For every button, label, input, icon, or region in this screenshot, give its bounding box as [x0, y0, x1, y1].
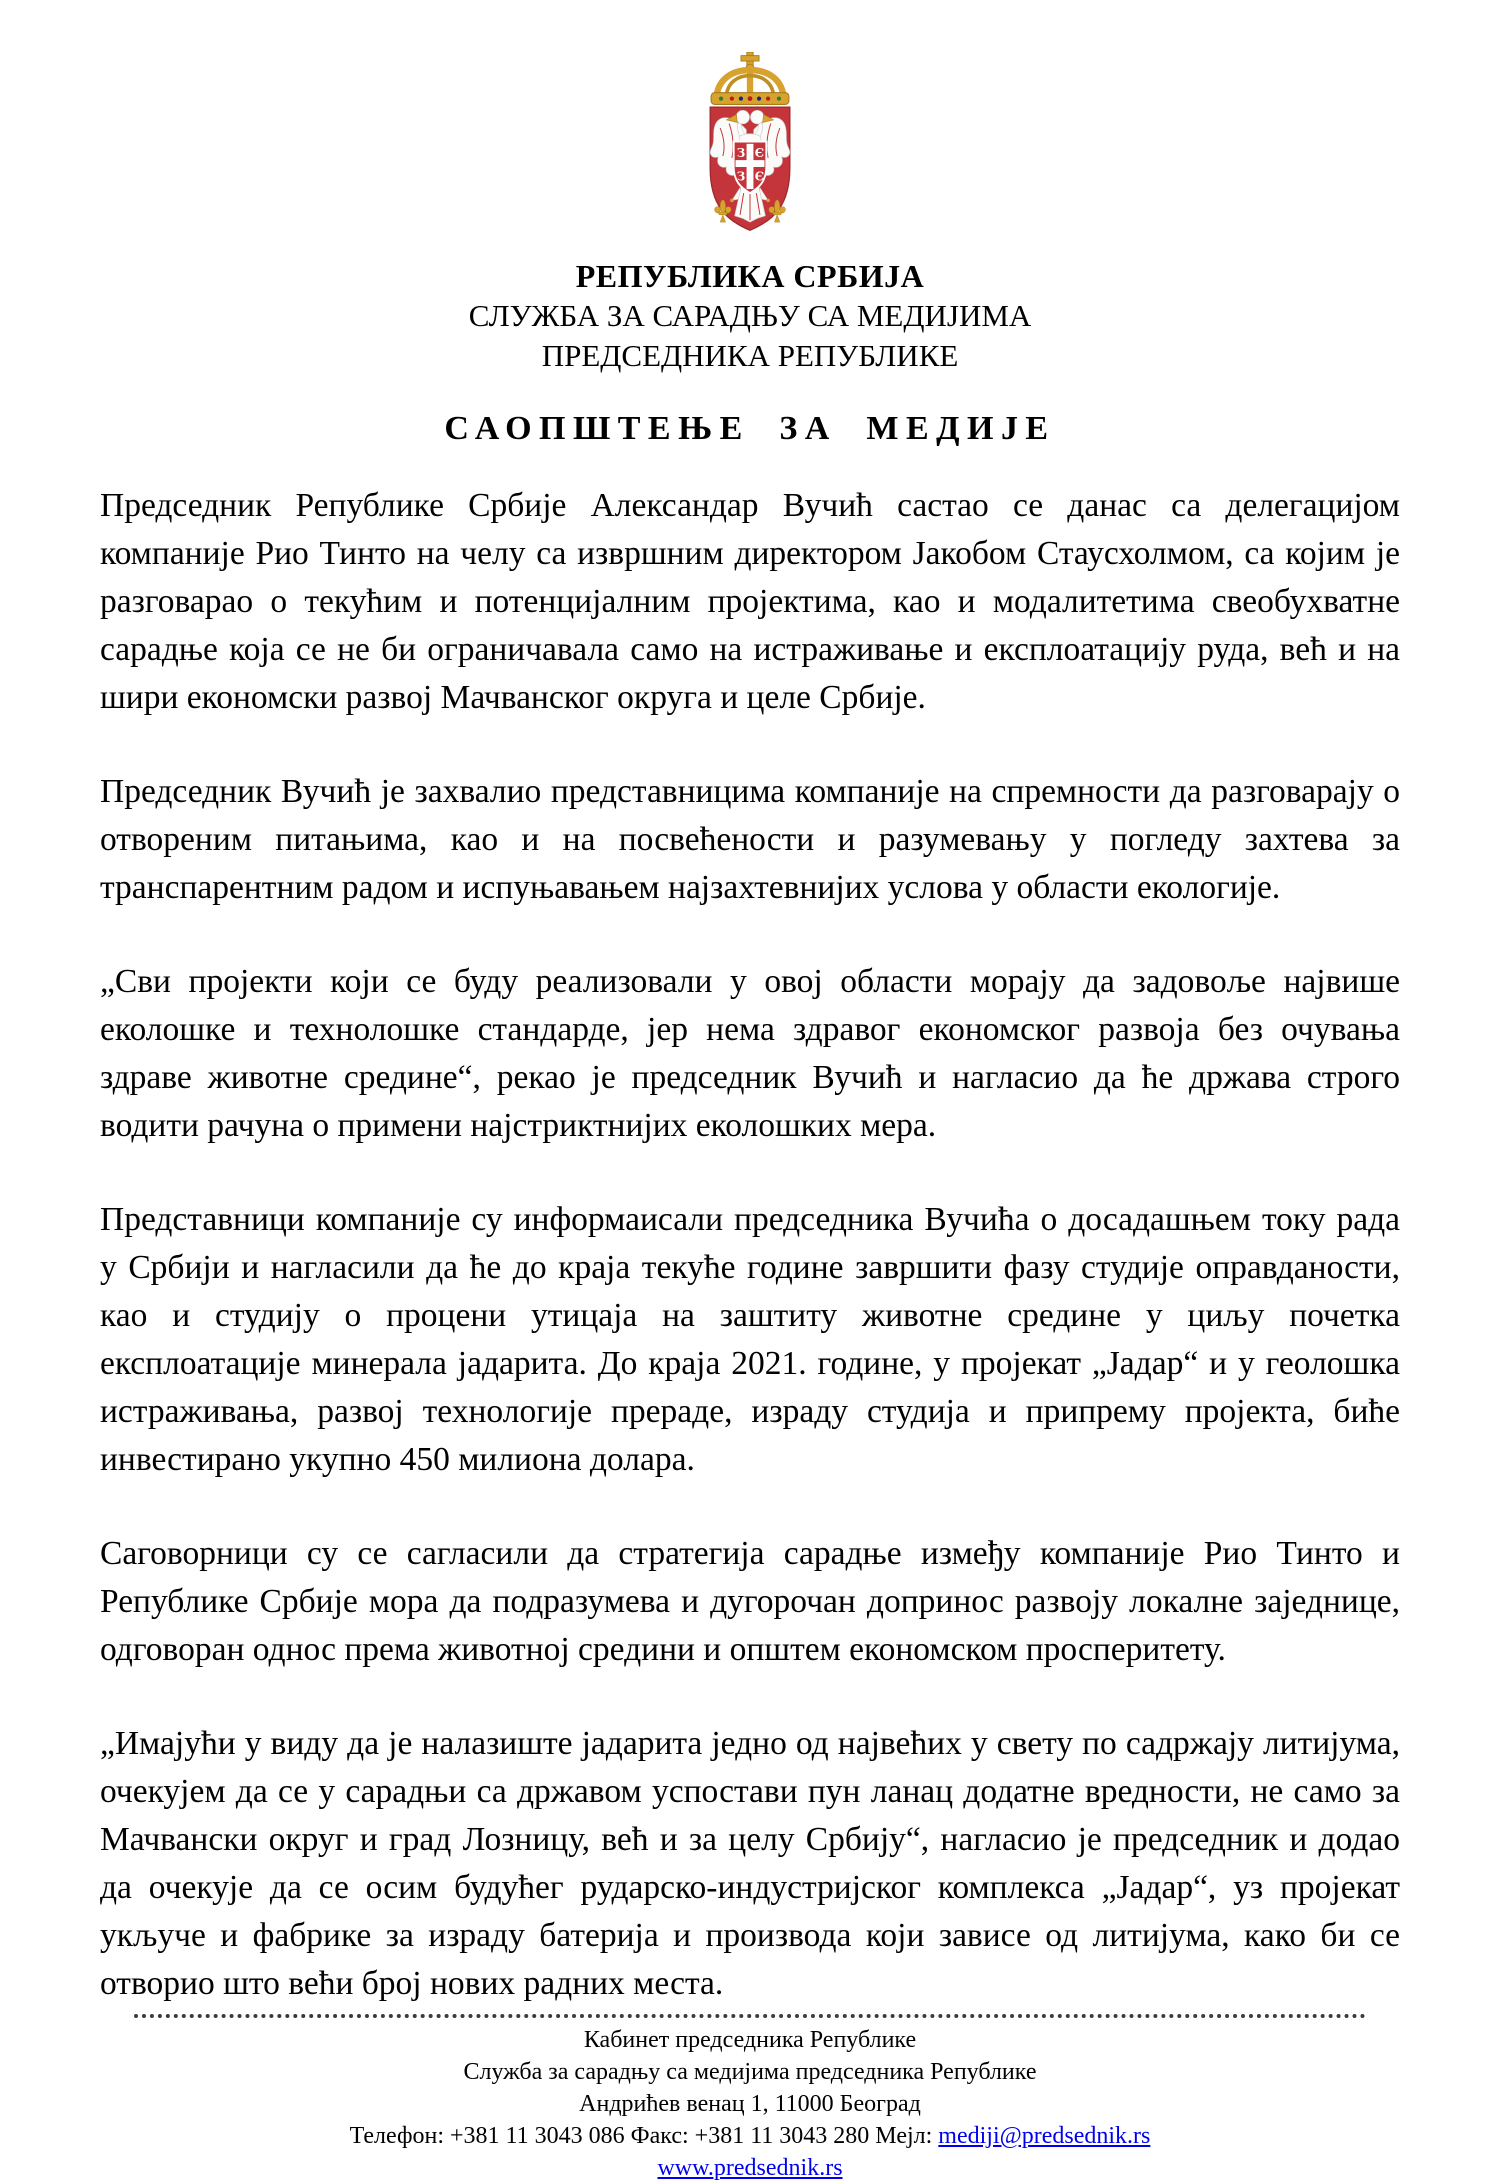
- paragraph: Саговорници су се сагласили да стратегија сарадње између компаније Рио Тинто и Републике Србије мора да подразумева и дугорочан допринос развоју локалне заједнице, одговоран однос према животној средини и општем економском просперитету.: [100, 1535, 1400, 1668]
- footer: [100, 2024, 1400, 2184]
- org-service: СЛУЖБА ЗА САРАДЊУ СА МЕДИЈИМА: [468, 298, 1032, 333]
- footer-phone-fax: Телефон: +381 11 3043 086 Факс: +381 11 3043 280 Мејл:: [349, 2123, 939, 2149]
- footer-address: Андрићев венац 1, 11000 Београд: [579, 2091, 921, 2117]
- svg-text:З: З: [736, 169, 746, 184]
- crown-icon: [711, 52, 789, 104]
- letterhead: [100, 256, 1400, 376]
- document-body: [100, 482, 1400, 2008]
- org-name: РЕПУБЛИКА СРБИЈА: [575, 258, 925, 294]
- paragraph: Представници компаније су информаисали председника Вучића о досадашњем току рада у Србији и нагласили да ће до краја текуће године завршити фазу студије оправданости, као и студију о процени утицаја на заштиту животне средине у циљу почетка експлоатације минерала јадарита. До краја 2021. године, у пројекат „Јадар“ и у геолошка истраживања, развој технологије прераде, израду студија и припрему пројекта, биће инвестирано укупно 450 милиона долара.: [100, 1201, 1400, 1478]
- dotted-divider: [134, 2014, 1366, 2018]
- org-office: ПРЕДСЕДНИКА РЕПУБЛИКЕ: [541, 338, 959, 373]
- svg-text:Є: Є: [754, 145, 765, 160]
- paragraph: „Имајући у виду да је налазиште јадарита једно од највећих у свету по садржају литијума, очекујем да се у сарадњи са државом успостави пун ланац додатне вредности, не само за Мачвански округ и град Лозницу, већ и за целу Србију“, нагласио је председник и додао да очекује да се осим будућег рударско-индустријског комплекса „Јадар“, уз пројекат укључе и фабрике за израду батерија и производа који зависе од литијума, како би се отворио што већи број нових радних места.: [100, 1725, 1400, 2002]
- paragraph: Председник Републике Србије Александар Вучић састао се данас са делегацијом компаније Рио Тинто на челу са извршним директором Јакобом Стаусхолмом, са којим је разговарао о текућим и потенцијалним пројектима, као и модалитетима свеобухватне сарадње која се не би ограничавала само на истраживање и експлоатацију руда, већ и на шири економски развој Мачванског округа и целе Србије.: [100, 487, 1400, 716]
- website-link[interactable]: www.predsednik.rs: [657, 2155, 843, 2181]
- footer-cabinet: Кабинет председника Републике: [583, 2027, 917, 2053]
- footer-website: [100, 2152, 1400, 2184]
- document-title: САОПШТЕЊЕ ЗА МЕДИЈЕ: [444, 410, 1056, 447]
- footer-service: Служба за сарадњу са медијима председника Републике: [463, 2059, 1037, 2085]
- svg-text:З: З: [736, 145, 746, 160]
- paragraph: „Сви пројекти који се буду реализовали у овој области морају да задовоље највише еколошке и технолошке стандарде, јер нема здравог економског развоја без очувања здраве животне средине“, рекао је председник Вучић и нагласио да ће држава строго водити рачуна о примени најстриктнијих еколошких мера.: [100, 963, 1400, 1144]
- paragraph: Председник Вучић је захвалио представницима компаније на спремности да разговарају о отвореним питањима, као и на посвећености и разумевању у погледу захтева за транспарентним радом и испуњавањем најзахтевнијих услова у области екологије.: [100, 773, 1400, 906]
- svg-text:Є: Є: [754, 169, 765, 184]
- serbia-coat-of-arms-icon: [666, 52, 834, 242]
- footer-contacts: [100, 2120, 1400, 2152]
- email-link[interactable]: mediji@predsednik.rs: [938, 2123, 1151, 2149]
